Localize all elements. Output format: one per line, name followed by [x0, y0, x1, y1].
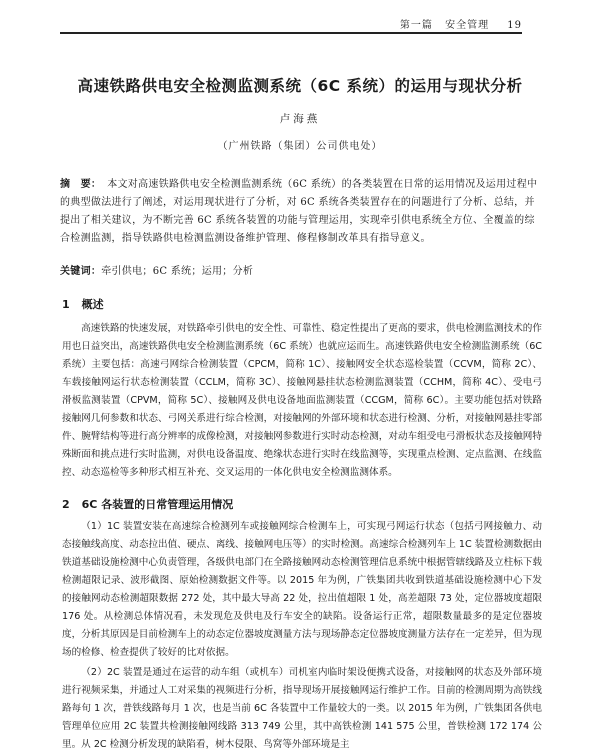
abstract-label: 摘 要：: [60, 179, 102, 190]
paper-title: 高速铁路供电安全检测监测系统（6C 系统）的运用与现状分析: [77, 77, 523, 95]
section-title: 6C 各装置的日常管理运用情况: [81, 498, 234, 511]
section-heading-1: [62, 296, 104, 312]
header-section: 第一篇: [399, 20, 433, 31]
header-topic: 安全管理: [445, 20, 490, 31]
abstract: [60, 176, 542, 248]
section-title: 概述: [81, 298, 104, 311]
section-heading-2: [62, 496, 233, 512]
author: 卢海燕: [279, 113, 321, 125]
page-number: 19: [507, 20, 522, 31]
paragraph: （1）1C 装置安装在高速综合检测列车或接触网综合检测车上，可实现弓网运行状态（包括弓网接触力、动态接触线高度、动态拉出值、硬点、离线、接触网电压等）的实时检测。高速综合检测列车上 1C 装置检测数据由铁道基础设施检测中心负责管理，各级供电部门在全路接触网动态检测管理信息系统中根据管辖线路及立柱标下载检测超限记录、波形截图、原始检测数据文件等。以 2015 年为例，广铁集团共收到铁道基础设施检测中心下发的接触网动态检测超限数据 272 处，其中最大导高 22 处，拉出值超限 1 处，高差超限 73 处，定位器坡度超限 176 处。从检测总体情况看，未发现危及供电及行车安全的缺陷。设备运行正常，超限数量最多的是定位器坡度，分析其原因是目前检测车上的动态定位器坡度测量方法与现场静态定位器坡度测量方法存在一定差异，但为现场的检修、检查提供了较好的比对依据。: [62, 521, 542, 658]
running-head: [60, 16, 522, 34]
keywords-label: 关键词：: [60, 266, 102, 277]
abstract-text: 本文对高速铁路供电安全检测监测系统（6C 系统）的各类装置在日常的运用情况及运用过程中的典型做法进行了阐述，对运用现状进行了分析，对 6C 系统各类装置存在的问题进行了分析、总结，并提出了相关建议，为不断完善 6C 系统各装置的功能与管理运用，实现牵引供电系统全方位、全覆盖的综合检测监测，指导铁路供电检测监测设备维护管理、修程修制改革具有指导意义。: [60, 179, 538, 244]
paragraph: （2）2C 装置是通过在运营的动车组（或机车）司机室内临时架设便携式设备，对接触网的状态及外部环境进行视频采集，并通过人工对采集的视频进行分析，指导现场开展接触网运行维护工作。目前的检测周期为高铁线路每旬 1 次，普铁线路每月 1 次，也是当前 6C 各装置中工作量较大的一类。以 2015 年为例，广铁集团各供电管理单位应用 2C 装置共检测接触网线路 313 749 公里，其中高铁检测 141 575 公里，普铁检测 172 174 公里。从 2C 检测分析发现的缺陷看，树木侵限、鸟窝等外部环境是主: [62, 667, 542, 750]
affiliation: （广州铁路（集团）公司供电处）: [217, 141, 383, 152]
section-number: 1: [62, 298, 70, 311]
keywords: [60, 262, 542, 277]
keywords-text: 牵引供电；6C 系统；运用；分析: [101, 266, 254, 277]
section-number: 2: [62, 498, 70, 511]
paragraph: 高速铁路的快速发展，对铁路牵引供电的安全性、可靠性、稳定性提出了更高的要求，供电检测监测技术的作用也日益突出，高速铁路供电安全检测监测系统（6C 系统）也就应运而生。高速铁路供电安全检测监测系统（6C 系统）主要包括：高速弓网综合检测装置（CPCM，简称 1C）、接触网安全状态巡检装置（CCVM，简称 2C）、车载接触网运行状态检测装置（CCLM，简称 3C）、接触网悬挂状态检测监测装置（CCHM，简称 4C）、受电弓滑板监测装置（CPVM，简称 5C）、接触网及供电设备地面监测装置（CCGM，简称 6C）。主要功能包括对铁路接触网几何参数和状态、弓网关系进行综合检测，对接触网的外部环境和状态进行检测、分析，对接触网悬挂零部件、腕臂结构等进行高分辨率的成像检测，对接触网参数进行实时动态检测，对动车组受电弓滑板状态及接触网特殊断面和挑点进行实时监测，对供电设备温度、绝缘状态进行实时在线监测等，实现重点检测、定点监测、在线监控、动态巡检等多种形式相互补充、交叉运用的一体化供电安全检测监测体系。: [62, 323, 542, 478]
